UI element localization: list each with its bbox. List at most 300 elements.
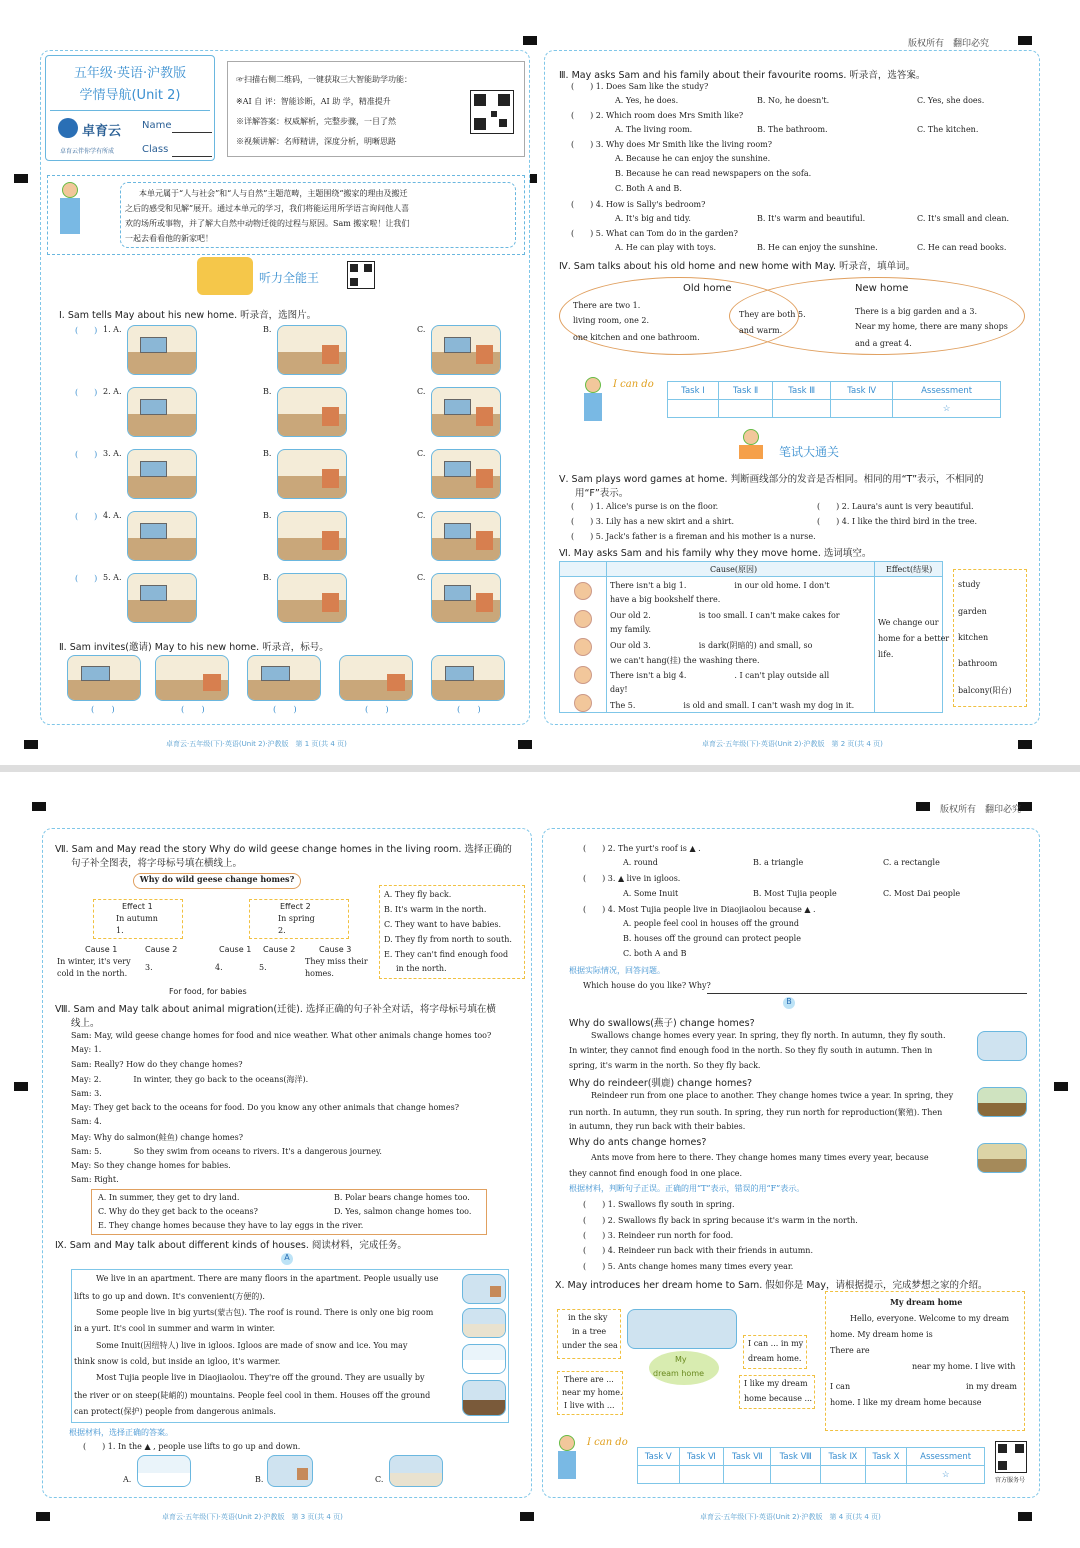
cause-text: There isn't a big 1. in our old home. I don't xyxy=(610,581,830,590)
hint-text: near my home. xyxy=(562,1388,623,1397)
task-header: Task Ⅱ xyxy=(718,382,772,400)
option: B. It's warm in the north. xyxy=(384,905,487,914)
task-header: Task Ⅸ xyxy=(821,1448,866,1466)
dream-line: I can xyxy=(830,1382,851,1391)
reading-line: Swallows change homes every year. In spring, they fly north. In autumn, they fly south. xyxy=(591,1031,946,1040)
family-member-icon xyxy=(574,610,592,628)
dream-line: There are xyxy=(830,1346,870,1355)
option-label: B. xyxy=(263,325,272,334)
reading-line: the river or on steep(陡峭的) mountains. People feel cool in them. Houses off the ground xyxy=(74,1390,431,1400)
class-field[interactable] xyxy=(172,156,212,157)
page-1 xyxy=(40,50,530,725)
intro-line: 欢的场所或事物，并了解大自然中动物迁徙的过程与原因。Sam 搬家啦！让我们 xyxy=(125,219,410,228)
task-cell[interactable] xyxy=(773,400,831,418)
part-b-badge: B xyxy=(783,997,795,1009)
option-label: B. xyxy=(263,449,272,458)
i-can-do-label: I can do xyxy=(613,379,654,390)
hint-text: dream home. xyxy=(748,1354,802,1363)
registration-mark xyxy=(518,740,532,749)
igloo-option-image[interactable] xyxy=(137,1455,191,1487)
word-option: bathroom xyxy=(958,659,998,668)
tf-question: ( ) 4. Reindeer run back with their friends in autumn. xyxy=(583,1246,813,1255)
option-c-picture[interactable] xyxy=(431,511,501,561)
yurt-option-image[interactable] xyxy=(389,1455,443,1487)
option-b-picture[interactable] xyxy=(277,387,347,437)
star-cell[interactable]: ☆ xyxy=(893,400,1001,418)
reading-line: We live in an apartment. There are many floors in the apartment. People usually use xyxy=(96,1274,439,1283)
sheet-top xyxy=(0,0,1080,765)
option-label: 3. A. xyxy=(103,449,122,458)
family-member-icon xyxy=(574,582,592,600)
task-header: Task Ⅴ xyxy=(638,1448,680,1466)
food-label: For food, for babies xyxy=(169,987,247,996)
option: A. Yes, he does. xyxy=(615,96,679,105)
task-cell[interactable] xyxy=(638,1466,680,1484)
option: A. It's big and tidy. xyxy=(615,214,691,223)
answer-blank[interactable]: ( ) xyxy=(75,450,98,459)
yurt-image xyxy=(462,1308,506,1338)
cause-text: day! xyxy=(610,685,628,694)
dream-center-text: dream home xyxy=(653,1369,705,1378)
page-footer: 卓育云·五年级(下)·英语(Unit 2)·沪教版 第 1 页(共 4 页) xyxy=(166,740,347,748)
reading-line: lifts to go up and down. It's convenient(方便的). xyxy=(74,1291,265,1301)
reading-a-box xyxy=(71,1269,509,1423)
title-unit: 学情导航(Unit 2) xyxy=(79,88,181,103)
reading-line: in autumn, they run back with their babies. xyxy=(569,1122,746,1131)
qr-code-icon[interactable] xyxy=(470,90,514,134)
intro-section xyxy=(47,175,525,255)
boy-icon xyxy=(559,1435,576,1479)
hint-text: under the sea xyxy=(562,1341,618,1350)
student-icon xyxy=(743,429,763,459)
diaojiaolou-image xyxy=(462,1380,506,1416)
task-header: Task Ⅳ xyxy=(831,382,893,400)
hint-text: I live with ... xyxy=(564,1401,615,1410)
option-a-picture[interactable] xyxy=(127,387,197,437)
cause-text: Our old 2. is too small. I can't make cakes for xyxy=(610,611,840,620)
reading-line: Reindeer run from one place to another. They change homes twice a year. In spring, they xyxy=(591,1091,954,1100)
word-option: balcony(阳台) xyxy=(958,686,1012,695)
option: C. Why do they get back to the oceans? xyxy=(98,1207,258,1216)
hint-text: in the sky xyxy=(568,1313,608,1322)
family-member-icon xyxy=(574,666,592,684)
effect-1-box xyxy=(93,899,183,939)
option-label: C. xyxy=(417,511,426,520)
logo-icon xyxy=(58,118,78,138)
boy-icon xyxy=(585,377,602,421)
option: B. Most Tujia people xyxy=(753,889,837,898)
section-ii-heading: Ⅱ. Sam invites(邀请) May to his new home. 听录音，标号。 xyxy=(59,642,329,653)
answer-blank[interactable]: ( ) xyxy=(75,326,98,335)
reading-line: run north. In autumn, they run south. In spring, they run north for reproduction(繁殖). Then xyxy=(569,1108,943,1117)
reading-line: spring, it's warm in the north. So they fly back. xyxy=(569,1061,761,1070)
cause-text: my family. xyxy=(610,625,652,634)
intro-line: 本单元属于“人与社会”和“人与自然”主题范畴，主题围绕“搬家的理由及搬迁 xyxy=(139,189,408,198)
answer-blank[interactable]: ( ) xyxy=(365,705,389,715)
dialog-line: May: 1. xyxy=(71,1045,102,1055)
real-task-title: 根据实际情况，回答问题。 xyxy=(569,966,665,975)
sound-question: ( ) 5. Jack's father is a fireman and his mother is a nurse. xyxy=(571,532,816,541)
cause-text: There isn't a big 4. . I can't play outside all xyxy=(610,671,830,680)
section-vii-heading-2: 句子补全图表，将字母标号填在横线上。 xyxy=(71,858,243,869)
answer-blank[interactable]: ( ) xyxy=(75,574,98,583)
tf-question: ( ) 3. Reindeer run north for food. xyxy=(583,1231,734,1240)
option: C. He can read books. xyxy=(917,243,1007,252)
registration-mark xyxy=(24,740,38,749)
hint-text: I can ... in my xyxy=(748,1339,804,1348)
option-label: B. xyxy=(263,573,272,582)
reading-line: Most Tujia people live in Diaojiaolou. They're off the ground. They are usually by xyxy=(96,1373,425,1382)
task-title: 根据材料，选择正确的答案。 xyxy=(69,1428,173,1437)
option-label: 5. A. xyxy=(103,573,122,582)
option-c-picture[interactable] xyxy=(431,573,501,623)
star-cell[interactable]: ☆ xyxy=(907,1466,985,1484)
registration-mark xyxy=(1054,1082,1068,1091)
reading-line: Some Inuit(因纽特人) live in igloos. Igloos are made of snow and ice. You may xyxy=(96,1341,408,1350)
dialog-options-box xyxy=(91,1189,487,1235)
old-home-text: living room, one 2. xyxy=(573,316,650,325)
option-c-picture[interactable] xyxy=(431,325,501,375)
option: C. Yes, she does. xyxy=(917,96,985,105)
answer-blank[interactable]: ( ) xyxy=(457,705,481,715)
registration-mark xyxy=(520,1512,534,1521)
dream-home-image xyxy=(627,1309,737,1349)
option-b-picture[interactable] xyxy=(277,573,347,623)
section-ix-heading: Ⅸ. Sam and May talk about different kinds of houses. 阅读材料，完成任务。 xyxy=(55,1240,407,1251)
option: E. They can't find enough food xyxy=(384,950,509,959)
task-cell[interactable] xyxy=(679,1466,724,1484)
task-cell[interactable] xyxy=(831,400,893,418)
scan-line: ※详解答案：权威解析，完整步骤，一目了然 xyxy=(236,117,396,126)
dialog-line: Sam: 5. So they swim from oceans to rivers. It's a dangerous journey. xyxy=(71,1147,382,1157)
tf-question: ( ) 2. Swallows fly back in spring because it's warm in the north. xyxy=(583,1216,858,1225)
page-footer: 卓育云·五年级(下)·英语(Unit 2)·沪教版 第 2 页(共 4 页) xyxy=(702,740,883,748)
effect-text: life. xyxy=(878,650,894,659)
logo-text: 卓育云 xyxy=(82,124,122,139)
option-a-picture[interactable] xyxy=(127,449,197,499)
tf-question: ( ) 1. Swallows fly south in spring. xyxy=(583,1200,735,1209)
option: C. They want to have babies. xyxy=(384,920,501,929)
qr-code-icon[interactable] xyxy=(995,1441,1027,1473)
igloo-image xyxy=(462,1344,506,1374)
room-picture xyxy=(339,655,413,701)
option: E. They change homes because they have to lay eggs in the river. xyxy=(98,1221,364,1230)
dream-line: home. My dream home is xyxy=(830,1330,933,1339)
scan-line: ☞扫描右侧二维码，一键获取三大智能助学功能： xyxy=(236,75,412,84)
dream-center-text: My xyxy=(675,1355,687,1364)
option: B. He can enjoy the sunshine. xyxy=(757,243,878,252)
registration-mark xyxy=(1018,36,1032,45)
effect-text: We change our xyxy=(878,618,939,627)
task-header: Task Ⅵ xyxy=(679,1448,724,1466)
option: B. It's warm and beautiful. xyxy=(757,214,866,223)
option: A. Some Inuit xyxy=(623,889,679,898)
option-a-picture[interactable] xyxy=(127,511,197,561)
dream-line: in my dream xyxy=(966,1382,1017,1391)
boy-icon xyxy=(62,182,80,234)
cause-text: Our old 3. is dark(阴暗的) and small, so xyxy=(610,641,813,650)
option-label: 2. A. xyxy=(103,387,122,396)
answer-blank[interactable]: ( ) xyxy=(75,512,98,521)
task-header: Assessment xyxy=(907,1448,985,1466)
option: C. Both A and B. xyxy=(615,184,682,193)
both-text: and warm. xyxy=(739,326,783,335)
option: D. They fly from north to south. xyxy=(384,935,512,944)
cause-text: The 5. is old and small. I can't wash my dog in it. xyxy=(610,701,855,710)
name-field[interactable] xyxy=(172,132,212,133)
new-home-text: Near my home, there are many shops xyxy=(855,322,1008,331)
cause-label: Cause 1 xyxy=(85,945,118,954)
question: ( ) 3. ▲ live in igloos. xyxy=(583,874,681,883)
cause-text: homes. xyxy=(305,969,334,978)
cause-text: In winter, it's very xyxy=(57,957,131,966)
tf-task-title: 根据材料，判断句子正误。正确的用“T”表示，错误的用“F”表示。 xyxy=(569,1184,805,1193)
sound-question: ( ) 3. Lily has a new skirt and a shirt. xyxy=(571,517,735,526)
word-option: garden xyxy=(958,607,987,616)
dream-line: Hello, everyone. Welcome to my dream xyxy=(850,1314,1010,1323)
cause-text: we can't hang(挂) the washing there. xyxy=(610,656,760,665)
dialog-line: Sam: Really? How do they change homes? xyxy=(71,1059,243,1069)
reading-heading: Why do reindeer(驯鹿) change homes? xyxy=(569,1078,753,1089)
task-header: Task Ⅶ xyxy=(724,1448,771,1466)
effect-text: In autumn xyxy=(116,914,158,923)
question: ( ) 5. What can Tom do in the garden? xyxy=(571,229,738,238)
answer-blank[interactable]: ( ) xyxy=(273,705,297,715)
section-vi-heading: Ⅵ. May asks Sam and his family why they move home. 选词填空。 xyxy=(559,548,872,559)
scan-line: ※AI 自 评：智能诊断，AI 助 学，精准提升 xyxy=(236,97,391,106)
option-label: C. xyxy=(417,449,426,458)
hint-box xyxy=(743,1335,807,1369)
option: A. Because he can enjoy the sunshine. xyxy=(615,154,771,163)
class-label: Class xyxy=(142,144,169,155)
reading-line: In winter, they cannot find enough food in the north. So they fly south in autumn. Then in xyxy=(569,1046,933,1055)
page-3 xyxy=(42,828,532,1498)
option-b-picture[interactable] xyxy=(277,511,347,561)
dream-line: near my home. I live with xyxy=(912,1362,1016,1371)
listening-badge-icon xyxy=(197,257,253,295)
option-label: C. xyxy=(417,387,426,396)
written-title: 笔试大通关 xyxy=(779,445,840,459)
option: A. He can play with toys. xyxy=(615,243,717,252)
registration-mark xyxy=(523,36,537,45)
option: B. No, he doesn't. xyxy=(757,96,830,105)
option-label: 4. A. xyxy=(103,511,122,520)
dialog-line: Sam: 4. xyxy=(71,1117,102,1127)
option: B. houses off the ground can protect people xyxy=(623,934,801,943)
effect-text: home for a better xyxy=(878,634,950,643)
family-member-icon xyxy=(574,694,592,712)
task-header: Task Ⅲ xyxy=(773,382,831,400)
old-home-text: one kitchen and one bathroom. xyxy=(573,333,700,342)
cause-text: have a big bookshelf there. xyxy=(610,595,721,604)
answer-blank[interactable]: ( ) xyxy=(181,705,205,715)
effect-header: Effect(结果) xyxy=(886,565,933,574)
effect-blank[interactable]: 2. xyxy=(278,926,286,935)
task-cell[interactable] xyxy=(668,400,719,418)
option: B. The bathroom. xyxy=(757,125,828,134)
swallow-image xyxy=(977,1031,1027,1061)
sound-question: ( ) 4. I like the third bird in the tree. xyxy=(817,517,978,526)
hint-text: I like my dream xyxy=(744,1379,808,1388)
task-header: Task Ⅷ xyxy=(771,1448,821,1466)
page-2 xyxy=(544,50,1040,725)
cause-label: Cause 2 xyxy=(263,945,296,954)
option-c-picture[interactable] xyxy=(431,387,501,437)
page-footer: 卓育云·五年级(下)·英语(Unit 2)·沪教版 第 4 页(共 4 页) xyxy=(700,1513,881,1521)
reindeer-image xyxy=(977,1087,1027,1117)
cause-blank[interactable]: 3. xyxy=(145,963,153,972)
hint-text: in a tree xyxy=(572,1327,607,1336)
option-label: B. xyxy=(263,387,272,396)
qr-label: 官方服务号 xyxy=(995,1477,1026,1484)
registration-mark xyxy=(916,802,930,811)
option-a-picture[interactable] xyxy=(127,325,197,375)
word-bank xyxy=(953,569,1027,707)
new-home-label: New home xyxy=(855,283,909,294)
option: C. The kitchen. xyxy=(917,125,979,134)
hint-box xyxy=(739,1375,815,1409)
option: A. The living room. xyxy=(615,125,693,134)
task-cell[interactable] xyxy=(821,1466,866,1484)
option-b-picture[interactable] xyxy=(277,325,347,375)
chart-title: Why do wild geese change homes? xyxy=(133,873,301,889)
hint-text: There are ... xyxy=(564,1375,614,1384)
answer-blank[interactable]: ( ) xyxy=(75,388,98,397)
answer-blank[interactable]: ( ) xyxy=(91,705,115,715)
rights-text: 版权所有 翻印必究 xyxy=(940,805,1022,815)
apartment-option-image[interactable] xyxy=(267,1455,313,1487)
question: ( ) 1. In the ▲ , people use lifts to go up and down. xyxy=(83,1442,301,1451)
word-option: study xyxy=(958,580,981,589)
scan-line: ※视频讲解：名师精讲，深度分析，明晰思路 xyxy=(236,137,396,146)
cause-text: They miss their xyxy=(305,957,368,966)
option: B. a triangle xyxy=(753,858,804,867)
new-home-text: and a great 4. xyxy=(855,339,912,348)
sheet-bottom xyxy=(0,772,1080,1548)
ants-image xyxy=(977,1143,1027,1173)
sound-question: ( ) 1. Alice's purse is on the floor. xyxy=(571,502,719,511)
section-viii-heading: Ⅷ. Sam and May talk about animal migration(迁徙). 选择正确的句子补全对话，将字母标号填在横 xyxy=(55,1004,496,1015)
question: ( ) 2. Which room does Mrs Smith like? xyxy=(571,111,744,120)
question: ( ) 4. How is Sally's bedroom? xyxy=(571,200,706,209)
old-home-text: There are two 1. xyxy=(573,301,641,310)
option-label: C. xyxy=(375,1475,384,1484)
question: ( ) 3. Why does Mr Smith like the living room? xyxy=(571,140,773,149)
dialog-line: Sam: 3. xyxy=(71,1088,102,1098)
intro-line: 之后的感受和见解”展开。通过本单元的学习，我们将能运用所学语言询问他人喜 xyxy=(125,204,410,213)
reading-heading: Why do swallows(燕子) change homes? xyxy=(569,1018,755,1029)
task-header: Task Ⅰ xyxy=(668,382,719,400)
registration-mark xyxy=(36,1512,50,1521)
self-assessment-table xyxy=(637,1447,985,1484)
section-x-heading: Ⅹ. May introduces her dream home to Sam. 假如你是 May，请根据提示，完成梦想之家的介绍。 xyxy=(555,1280,988,1291)
hint-text: home because ... xyxy=(744,1394,813,1403)
reading-line: can protect(保护) people from dangerous animals. xyxy=(74,1407,276,1416)
option: A. They fly back. xyxy=(384,890,452,899)
cause-blank[interactable]: 4. xyxy=(215,963,223,972)
section-v-heading-2: 用“F”表示。 xyxy=(575,488,629,499)
registration-mark xyxy=(14,174,28,183)
effect-blank[interactable]: 1. xyxy=(116,926,124,935)
registration-mark xyxy=(1018,1512,1032,1521)
sound-question: ( ) 2. Laura's aunt is very beautiful. xyxy=(817,502,974,511)
section-v-heading: Ⅴ. Sam plays word games at home. 判断画线部分的发音是否相同。相同的用“T”表示，不相同的 xyxy=(559,474,984,485)
options-box xyxy=(379,885,525,979)
page-4 xyxy=(542,828,1040,1498)
option-a-picture[interactable] xyxy=(127,573,197,623)
reading-line: they cannot find enough food in one place. xyxy=(569,1169,743,1178)
title-grade: 五年级·英语·沪教版 xyxy=(73,66,187,81)
unit-title-box xyxy=(45,55,215,161)
question: ( ) 2. The yurt's roof is ▲ . xyxy=(583,844,701,853)
rights-text: 版权所有 翻印必究 xyxy=(908,39,990,49)
dream-line: home. I like my dream home because xyxy=(830,1398,982,1407)
cause-text: cold in the north. xyxy=(57,969,128,978)
reading-line: think snow is cold, but inside an igloo, it's warmer. xyxy=(74,1356,281,1366)
cause-label: Cause 1 xyxy=(219,945,252,954)
dialog-line: Sam: Right. xyxy=(71,1175,119,1184)
reading-line: in a yurt. It's cool in summer and warm in winter. xyxy=(74,1323,275,1333)
option-b-picture[interactable] xyxy=(277,449,347,499)
option-c-picture[interactable] xyxy=(431,449,501,499)
task-header: Assessment xyxy=(893,382,1001,400)
dialog-line: May: They get back to the oceans for food. Do you know any other animals that change homes? xyxy=(71,1103,459,1112)
cause-blank[interactable]: 5. xyxy=(259,963,267,972)
option-label: C. xyxy=(417,325,426,334)
cause-header: Cause(原因) xyxy=(710,565,758,574)
option: B. Because he can read newspapers on the sofa. xyxy=(615,169,812,178)
task-cell[interactable] xyxy=(771,1466,821,1484)
task-header: Task Ⅹ xyxy=(865,1448,907,1466)
option: A. round xyxy=(623,858,658,867)
task-cell[interactable] xyxy=(724,1466,771,1484)
qr-code-icon[interactable] xyxy=(347,261,375,289)
word-option: kitchen xyxy=(958,633,989,642)
answer-line[interactable] xyxy=(707,993,1027,994)
task-cell[interactable] xyxy=(718,400,772,418)
family-member-icon xyxy=(574,638,592,656)
self-assessment-table xyxy=(667,381,1001,418)
section-i-heading: Ⅰ. Sam tells May about his new home. 听录音，选图片。 xyxy=(59,310,317,321)
intro-line: 一起去看看他的新家吧！ xyxy=(125,234,213,243)
hint-box xyxy=(557,1371,623,1415)
dream-home-writing-box[interactable] xyxy=(825,1291,1025,1431)
option-label: B. xyxy=(255,1475,264,1484)
effect-2-box xyxy=(249,899,349,939)
registration-mark xyxy=(32,802,46,811)
option-label: 1. A. xyxy=(103,325,122,334)
apartment-image xyxy=(462,1274,506,1304)
dialog-line: Sam: May, wild geese change homes for food and nice weather. What other animals change homes too? xyxy=(71,1031,492,1040)
option-label: C. xyxy=(417,573,426,582)
option: A. In summer, they get to dry land. xyxy=(98,1193,240,1202)
section-iii-heading: Ⅲ. May asks Sam and his family about their favourite rooms. 听录音，选答案。 xyxy=(559,70,926,81)
dialog-line: May: So they change homes for babies. xyxy=(71,1160,231,1170)
new-home-text: There is a big garden and a 3. xyxy=(855,307,977,316)
cause-label: Cause 3 xyxy=(319,945,352,954)
option: C. both A and B xyxy=(623,949,687,958)
option: B. Polar bears change homes too. xyxy=(334,1193,470,1202)
question: ( ) 4. Most Tujia people live in Diaojiaolou because ▲ . xyxy=(583,905,816,914)
hint-box xyxy=(557,1309,621,1359)
room-picture xyxy=(67,655,141,701)
option: D. Yes, salmon change homes too. xyxy=(334,1207,472,1216)
room-picture xyxy=(247,655,321,701)
dream-home-bubble xyxy=(649,1351,719,1385)
section-vii-heading: Ⅶ. Sam and May read the story Why do wild geese change homes in the living room. 选择正确的 xyxy=(55,844,512,855)
room-picture xyxy=(431,655,505,701)
task-cell[interactable] xyxy=(865,1466,907,1484)
